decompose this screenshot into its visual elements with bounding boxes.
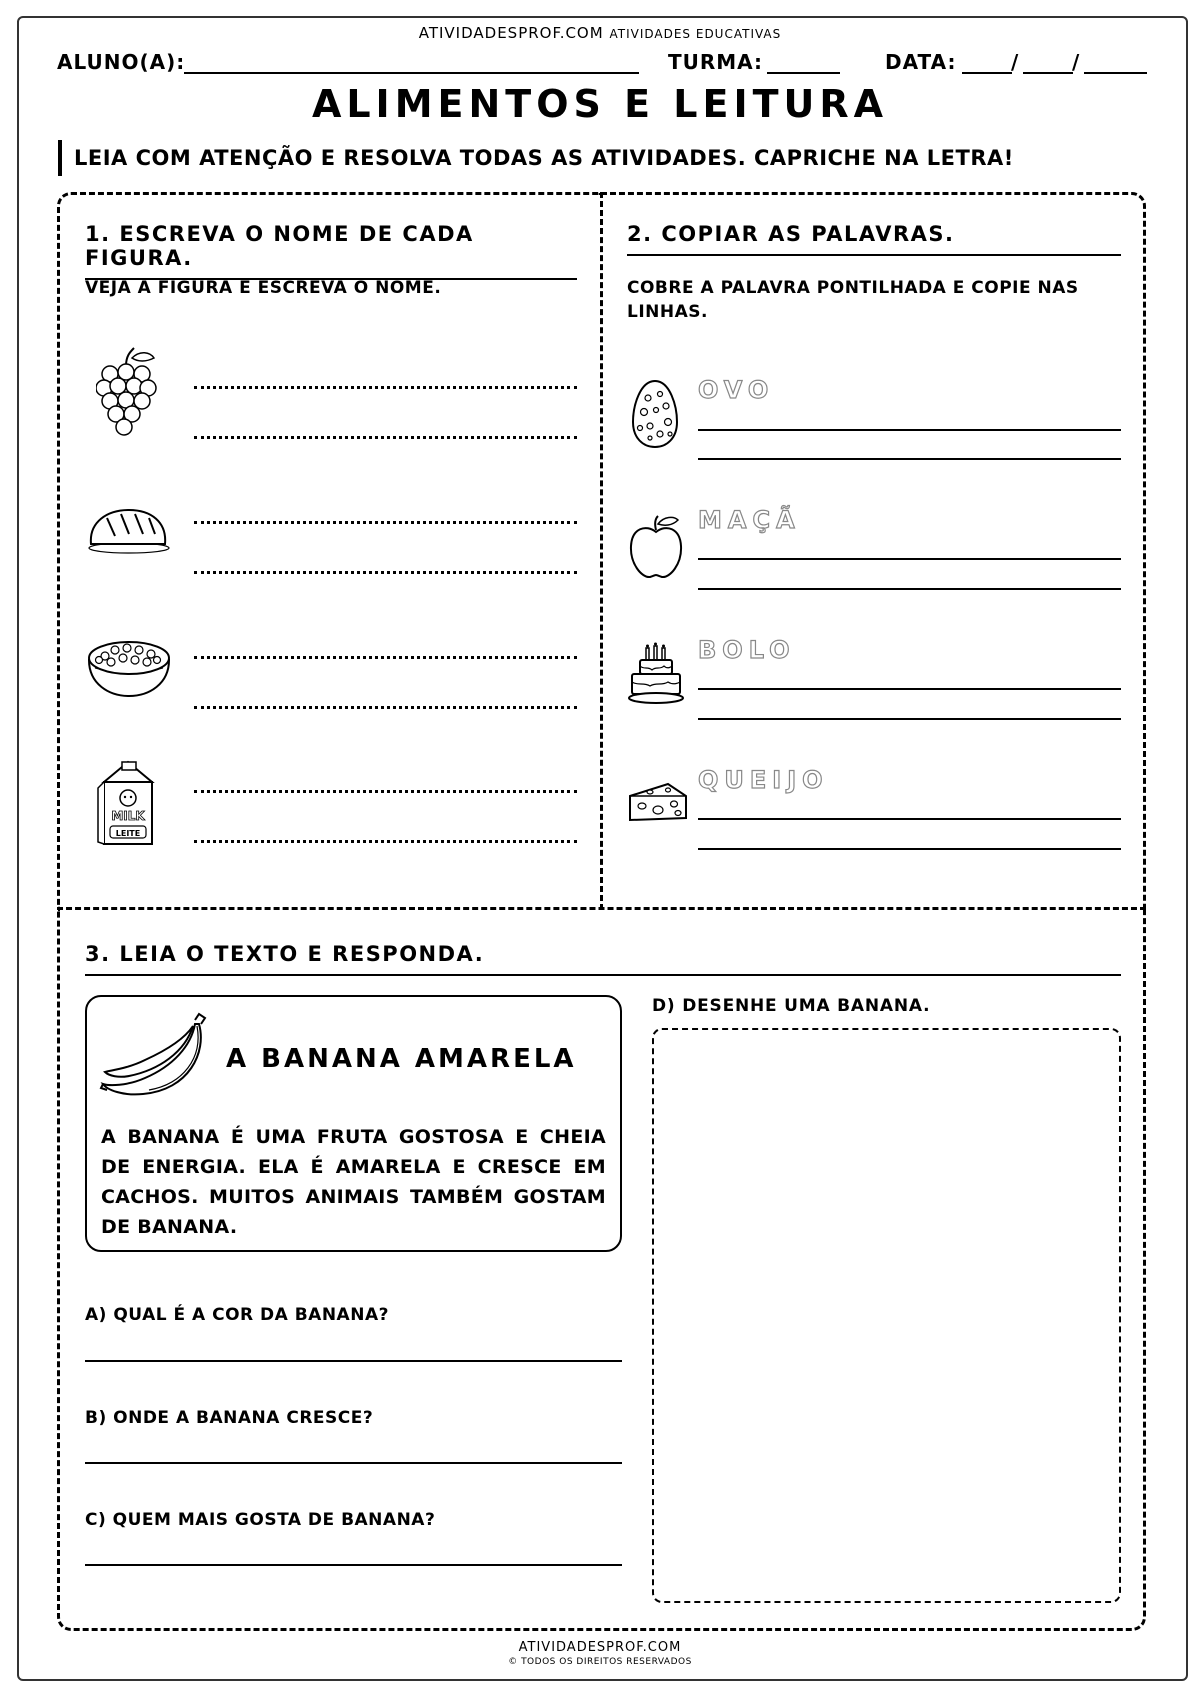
class-field[interactable] <box>767 72 840 74</box>
student-name-field[interactable] <box>184 72 639 74</box>
copy-line[interactable] <box>698 688 1121 690</box>
class-label: TURMA: <box>668 50 764 74</box>
bread-icon <box>85 504 171 556</box>
date-label: DATA: <box>885 50 957 74</box>
footer <box>0 1640 1200 1667</box>
copy-line[interactable] <box>698 588 1121 590</box>
answer-line[interactable] <box>85 1564 622 1566</box>
question-b: B) ONDE A BANANA CRESCE? <box>85 1408 374 1428</box>
answer-line[interactable] <box>194 706 577 709</box>
copy-line[interactable] <box>698 848 1121 850</box>
site-name: ATIVIDADESPROF.COM <box>418 24 604 42</box>
milk-carton-icon <box>96 758 160 848</box>
cake-icon <box>628 642 684 708</box>
answer-line[interactable] <box>85 1462 622 1464</box>
drawing-area[interactable] <box>652 1028 1121 1603</box>
date-year-field[interactable] <box>1084 72 1147 74</box>
trace-word: MAÇÃ <box>698 506 801 534</box>
date-separator: / <box>1011 50 1020 74</box>
date-day-field[interactable] <box>962 72 1012 74</box>
footer-rights: © TODOS OS DIREITOS RESERVADOS <box>508 1657 692 1667</box>
footer-site: ATIVIDADESPROF.COM <box>518 1640 682 1655</box>
question-c: C) QUEM MAIS GOSTA DE BANANA? <box>85 1510 436 1530</box>
carton-text-2: LEITE <box>115 829 141 838</box>
answer-line[interactable] <box>194 656 577 659</box>
grapes-icon <box>96 346 160 440</box>
cereal-bowl-icon <box>85 634 173 700</box>
answer-line[interactable] <box>194 436 577 439</box>
copy-line[interactable] <box>698 718 1121 720</box>
site-tagline: ATIVIDADES EDUCATIVAS <box>609 27 782 41</box>
site-header <box>0 24 1200 42</box>
section-1-title: 1. ESCREVA O NOME DE CADA FIGURA. <box>85 222 577 280</box>
story-title: A BANANA AMARELA <box>226 1044 577 1074</box>
draw-label: D) DESENHE UMA BANANA. <box>652 996 931 1016</box>
student-info-row <box>57 50 1147 80</box>
section-1-subtitle: VEJA A FIGURA E ESCREVA O NOME. <box>85 278 442 298</box>
question-a: A) QUAL É A COR DA BANANA? <box>85 1305 389 1325</box>
answer-line[interactable] <box>194 571 577 574</box>
answer-line[interactable] <box>194 386 577 389</box>
carton-text-1: MILK <box>111 809 145 823</box>
trace-word: BOLO <box>698 636 796 664</box>
answer-line[interactable] <box>194 840 577 843</box>
answer-line[interactable] <box>194 521 577 524</box>
story-text: A BANANA É UMA FRUTA GOSTOSA E CHEIA DE ENERGIA. ELA É AMARELA E CRESCE EM CACHOS. MUITOS ANIMAIS TAMBÉM GOSTAM DE BANANA. <box>101 1126 606 1238</box>
page-title: ALIMENTOS E LEITURA <box>311 82 889 126</box>
copy-line[interactable] <box>698 818 1121 820</box>
trace-word: OVO <box>698 376 775 404</box>
apple-icon <box>628 514 684 580</box>
date-month-field[interactable] <box>1023 72 1073 74</box>
cheese-icon <box>628 780 688 826</box>
answer-line[interactable] <box>194 790 577 793</box>
answer-line[interactable] <box>85 1360 622 1362</box>
copy-line[interactable] <box>698 558 1121 560</box>
section-2-subtitle: COBRE A PALAVRA PONTILHADA E COPIE NAS LINHAS. <box>627 278 1079 322</box>
section-2-title: 2. COPIAR AS PALAVRAS. <box>627 222 1121 256</box>
egg-icon <box>630 378 680 450</box>
student-label: ALUNO(A): <box>57 50 186 74</box>
instruction-text: LEIA COM ATENÇÃO E RESOLVA TODAS AS ATIVIDADES. CAPRICHE NA LETRA! <box>58 140 1014 176</box>
copy-line[interactable] <box>698 458 1121 460</box>
copy-line[interactable] <box>698 429 1121 431</box>
section-3-title: 3. LEIA O TEXTO E RESPONDA. <box>85 942 1121 976</box>
date-separator: / <box>1072 50 1081 74</box>
trace-word: QUEIJO <box>698 766 829 794</box>
banana-icon <box>99 1012 211 1100</box>
